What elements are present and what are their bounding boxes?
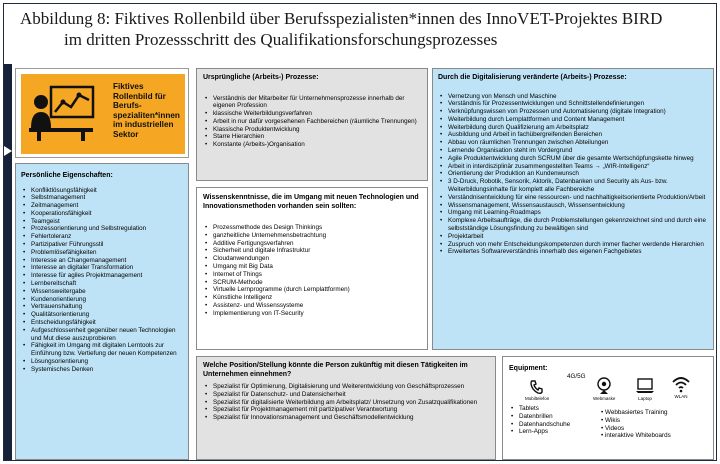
list-item: • Zuspruch von mehr Entscheidungskompetenzen durch immer flacher werdende Hierarchien xyxy=(438,241,709,249)
list-item: • Fehlertoleranz xyxy=(21,233,184,241)
mobile-caption: Mobiltelefon xyxy=(525,396,550,401)
list-item: • Datenbrillen xyxy=(509,413,605,421)
list-item: • interaktive Whiteboards xyxy=(601,432,711,440)
title-line-2: im dritten Prozessschritt des Qualifikationsforschungsprozesses xyxy=(64,30,498,49)
list-item: • Künstliche Intelligenz xyxy=(203,294,423,302)
list-item: • Spezialist für digitalisierte Weiterbildung am Arbeitsplatz/ Umsetzung von Zusatzqualifikationen xyxy=(203,399,491,407)
list-item: • Zeitmanagement xyxy=(21,202,184,210)
webcam-icon xyxy=(593,377,615,401)
list-item: • Wissensweitergabe xyxy=(21,288,184,296)
position-list xyxy=(203,383,491,422)
analyst-pictogram-icon xyxy=(29,84,95,142)
list-item: • SCRUM-Methode xyxy=(203,279,423,287)
list-item: • Wikis xyxy=(601,417,711,425)
list-item: • Weiterbildung durch Qualifizierung am Arbeitsplatz xyxy=(438,124,709,132)
list-item: • Klassische Produktentwicklung xyxy=(203,126,423,134)
mobile-phone-icon xyxy=(525,379,549,401)
original-processes-list xyxy=(203,95,423,150)
profile-card xyxy=(15,68,189,158)
list-item: • Orientierung der Produktion an Kundenwunsch xyxy=(438,170,709,178)
list-item: • Additive Fertigungsverfahren xyxy=(203,240,423,248)
left-accent-bar xyxy=(4,64,12,460)
list-item: • Vertrauenshaltung xyxy=(21,303,184,311)
list-item: • Spezialist für Innovationsmanagement und Geschäftsmodellentwicklung xyxy=(203,414,491,422)
list-item: • Interesse für agiles Projektmanagement xyxy=(21,272,184,280)
title-line-1: Abbildung 8: Fiktives Rollenbild über Berufsspezialisten*innen des InnoVET-Projektes BIRD xyxy=(20,9,663,28)
list-item: • Tablets xyxy=(509,405,605,413)
knowledge-list xyxy=(203,224,423,318)
wlan-caption: WLAN xyxy=(674,394,688,399)
list-item: • Wissensmanagement, Wissensaustausch, Wissensentwicklung xyxy=(438,202,709,210)
original-processes-panel xyxy=(196,68,428,181)
list-item: • Lernbereitschaft xyxy=(21,280,184,288)
original-processes-heading: Ursprüngliche (Arbeits-) Prozesse: xyxy=(203,74,319,81)
list-item: • Implementierung von IT-Security xyxy=(203,310,423,318)
list-item: • Verständnis für Prozessentwicklungen und Schnittstellendefinierungen xyxy=(438,100,709,108)
list-item: • Arbeit in interdisziplinär zusammengestellten Teams → „WIR-Intelligenz“ xyxy=(438,163,709,171)
list-item: • Entscheidungsfähigkeit xyxy=(21,319,184,327)
list-item: • Qualitätsorientierung xyxy=(21,311,184,319)
personal-traits-heading: Persönliche Eigenschaften: xyxy=(21,172,113,179)
webcam-caption: Webmaske xyxy=(593,396,616,401)
list-item: • Datenhandschuhe xyxy=(509,421,605,429)
list-item: • Konfliktlösungsfähigkeit xyxy=(21,187,184,195)
profile-title: Fiktives Rollenbild für Berufs-spezialiten*innen im industriellen Sektor xyxy=(113,82,180,139)
list-item: • Prozessorientierung und Selbstregulation xyxy=(21,225,184,233)
list-item: • Spezialist für Projektmanagement mit partizipativer Verantwortung xyxy=(203,406,491,414)
list-item: • Assistenz- und Wissenssysteme xyxy=(203,302,423,310)
list-item: • Lernende Organisation steht im Vordergrund xyxy=(438,147,709,155)
knowledge-panel xyxy=(196,187,428,350)
equipment-hardware-list xyxy=(509,405,605,436)
list-item: • Abbau von räumlichen Trennungen zwischen Abteilungen xyxy=(438,139,709,147)
list-item: • Webbasiertes Training xyxy=(601,409,711,417)
list-item: • Teamgeist xyxy=(21,218,184,226)
list-item: • Internet of Things xyxy=(203,271,423,279)
list-item: • Cloudanwendungen xyxy=(203,255,423,263)
position-panel xyxy=(196,356,496,460)
list-item: • Selbstmanagement xyxy=(21,194,184,202)
list-item: • Verständnisentwicklung für eine ressourcen- und nachhaltigkeitsorientierte Produktion/Arbeit xyxy=(438,194,709,202)
list-item: • Fähigkeit im Umgang mit digitalen Lerntools zur Einführung bzw. Vertiefung der neuen Kompetenzen xyxy=(21,342,184,358)
list-item: • Sicherheit und digitale Infrastruktur xyxy=(203,247,423,255)
digital-processes-heading: Durch die Digitalisierung veränderte (Arbeits-) Prozesse: xyxy=(438,74,627,81)
list-item: • Erweitertes Softwareverständnis innerhalb des eigenen Fachgebietes xyxy=(438,248,709,256)
list-item: • Virtuelle Lernprogramme (durch Lernplattformen) xyxy=(203,286,423,294)
list-item: • Verständnis der Mitarbeiter für Unternehmensprozesse innerhalb der eigenen Profession xyxy=(203,95,423,111)
laptop-icon xyxy=(635,377,655,401)
network-label: 4G/5G xyxy=(567,373,586,380)
list-item: • Lern-Apps xyxy=(509,428,605,436)
list-item: • Projektarbeit xyxy=(438,233,709,241)
list-item: • Verknüpfungswissen von Prozessen und Automatisierung (digitale Integration) xyxy=(438,108,709,116)
list-item: • Agile Produktentwicklung durch SCRUM über die gesamte Wertschöpfungskette hinweg xyxy=(438,155,709,163)
equipment-panel xyxy=(502,356,714,460)
list-item: • Ausbildung und Arbeit in fachübergreifenden Bereichen xyxy=(438,131,709,139)
figure-title xyxy=(20,8,710,50)
laptop-caption: Laptop xyxy=(638,396,652,401)
list-item: • Systemisches Denken xyxy=(21,366,184,374)
list-item: • Videos xyxy=(601,425,711,433)
list-item: • ganzheitliche Unternehmensbetrachtung xyxy=(203,232,423,240)
list-item: • Aufgeschlossenheit gegenüber neuen Technologien und Mut diese auszuprobieren xyxy=(21,327,184,343)
list-item: • Kundenorientierung xyxy=(21,296,184,304)
list-item: • Vernetzung von Mensch und Maschine xyxy=(438,93,709,101)
list-item: • Spezialist für Datenschutz- und Datensicherheit xyxy=(203,391,491,399)
personal-traits-panel xyxy=(15,163,189,460)
list-item: • Kooperationsfähigkeit xyxy=(21,210,184,218)
list-item: • Prozessmethode des Design Thinkings xyxy=(203,224,423,232)
list-item: • Umgang mit Big Data xyxy=(203,263,423,271)
digital-processes-panel xyxy=(432,68,714,350)
list-item: • Starre Hierarchien xyxy=(203,133,423,141)
list-item: • Konstante (Arbeits-)Organisation xyxy=(203,141,423,149)
list-item: • Spezialist für Optimierung, Digitalisierung und Weiterentwicklung von Geschäftsprozessen xyxy=(203,383,491,391)
list-item: • Umgang mit Learning-Roadmaps xyxy=(438,209,709,217)
list-item: • Partizipativer Führungsstil xyxy=(21,241,184,249)
list-item: • 3 D-Druck, Robotik, Sensorik, Aktorik, Datenbanken und Security als Aus- bzw. Weiterbildungsinhalte für komplett alle Fachbereiche xyxy=(438,178,709,194)
list-item: • Arbeit in nur dafür vorgesehenen Fachbereichen (räumliche Trennungen) xyxy=(203,118,423,126)
list-item: • Komplexe Arbeitsaufträge, die durch Problemstellungen gekennzeichnet sind und durch eine selbstständige Lösungsfindung zu bewältigen sind xyxy=(438,217,709,233)
list-item: • Interesse an Changemanagement xyxy=(21,257,184,265)
profile-card-fill xyxy=(21,74,185,154)
list-item: • Problemlösefähigkeiten xyxy=(21,249,184,257)
knowledge-heading: Wissenskenntnisse, die im Umgang mit neuen Technologien und Innovationsmethoden vorhanden sein sollten: xyxy=(203,194,419,210)
personal-traits-list xyxy=(21,187,184,374)
wifi-icon xyxy=(671,375,691,399)
position-heading: Welche Position/Stellung könnte die Person zukünftig mit diesen Tätigkeiten im Unternehmen einnehmen? xyxy=(203,362,468,378)
equipment-heading: Equipment: xyxy=(509,365,548,372)
digital-processes-list xyxy=(438,93,709,257)
arrow-marker xyxy=(4,146,12,156)
list-item: • klassische Weiterbildungsverfahren xyxy=(203,110,423,118)
list-item: • Lösungsorientierung xyxy=(21,358,184,366)
list-item: • Weiterbildung durch Lernplattformen und Content Management xyxy=(438,116,709,124)
equipment-media-list xyxy=(601,409,711,440)
list-item: • Interesse an digitaler Transformation xyxy=(21,264,184,272)
